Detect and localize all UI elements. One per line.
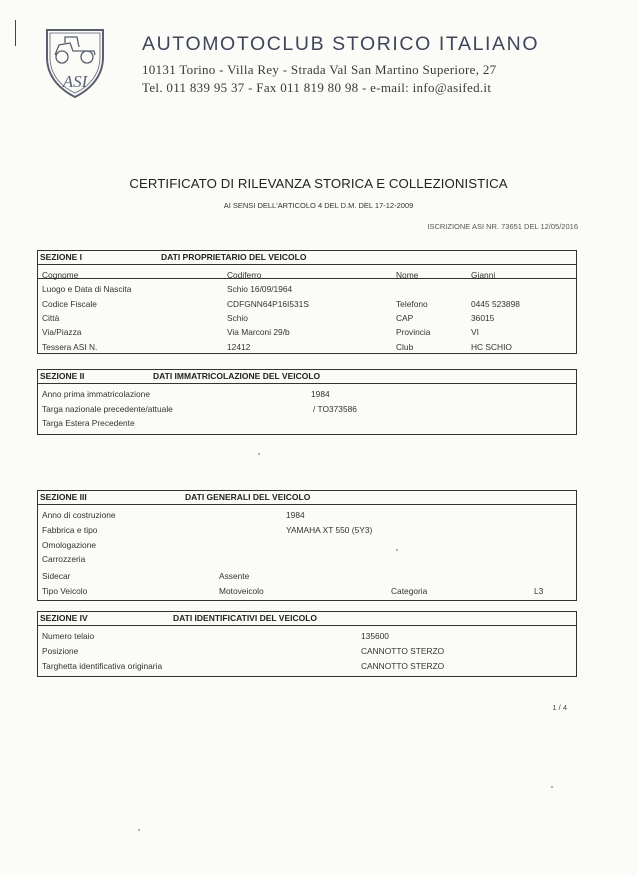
logo-text: ASI [62,72,88,91]
certificate-title: CERTIFICATO DI RILEVANZA STORICA E COLLEZIONISTICA [129,176,508,191]
section-registration [37,369,577,435]
field-label: Anno prima immatricolazione [42,389,150,399]
field-label: Posizione [42,646,79,656]
field-label: Codice Fiscale [42,299,97,309]
field-value: YAMAHA XT 550 (5Y3) [286,525,373,535]
page-number: 1 / 4 [552,703,567,712]
asi-shield-logo [43,27,107,99]
section-header [38,251,576,265]
section-header [38,491,576,505]
field-value: Codiferro [227,270,262,280]
scan-edge-mark [14,20,17,46]
field-value: VI [471,327,479,337]
field-value: 135600 [361,631,389,641]
section-code: SEZIONE I [40,252,83,262]
scan-speck [396,549,398,551]
field-label: Omologazione [42,540,97,550]
registration-number: ISCRIZIONE ASI NR. 73651 DEL 12/05/2016 [427,222,578,231]
section-title: DATI PROPRIETARIO DEL VEICOLO [161,252,307,262]
field-label: Numero telaio [42,631,95,641]
organization-address: 10131 Torino - Villa Rey - Strada Val San Martino Superiore, 27 [142,62,497,77]
field-value: CDFGNN64P16I531S [227,299,309,309]
scan-speck [258,453,260,455]
field-value: 1984 [286,510,305,520]
section-divider [38,278,576,279]
section-general-data [37,490,577,601]
field-label: Tessera ASI N. [42,342,98,352]
field-value: 12412 [227,342,251,352]
field-value: HC SCHIO [471,342,512,352]
field-label: Club [396,342,414,352]
field-label: Sidecar [42,571,71,581]
field-label: Categoria [391,586,428,596]
field-label: Provincia [396,327,431,337]
field-label: Nome [396,270,419,280]
field-label: Cognome [42,270,79,280]
section-identification [37,611,577,677]
field-label: Anno di costruzione [42,510,116,520]
field-label: Carrozzeria [42,554,86,564]
section-title: DATI IMMATRICOLAZIONE DEL VEICOLO [153,371,321,381]
scan-speck [551,786,553,788]
field-label: Targa nazionale precedente/attuale [42,404,173,414]
field-value: CANNOTTO STERZO [361,661,445,671]
organization-contacts: Tel. 011 839 95 37 - Fax 011 819 80 98 - e-mail: info@asifed.it [142,80,492,95]
field-value: Schio [227,313,248,323]
legal-reference: AI SENSI DELL'ARTICOLO 4 DEL D.M. DEL 17-12-2009 [223,201,414,210]
section-code: SEZIONE IV [40,613,88,623]
section-owner [37,250,577,354]
field-value: 0445 523898 [471,299,520,309]
vintage-car-icon [55,37,95,63]
section-header [38,370,576,384]
field-value: 1984 [311,389,330,399]
field-label: Telefono [396,299,428,309]
section-title: DATI IDENTIFICATIVI DEL VEICOLO [173,613,318,623]
organization-name: AUTOMOTOCLUB STORICO ITALIANO [142,33,540,55]
field-value: L3 [534,586,544,596]
field-label: Via/Piazza [42,327,82,337]
field-value: Schio 16/09/1964 [227,284,293,294]
section-header [38,612,576,626]
field-label: Targhetta identificativa originaria [42,661,163,671]
field-label: Fabbrica e tipo [42,525,98,535]
section-code: SEZIONE II [40,371,85,381]
field-label: Città [42,313,60,323]
field-value: Via Marconi 29/b [227,327,290,337]
field-value: Assente [219,571,250,581]
field-label: Tipo Veicolo [42,586,88,596]
scan-speck [138,829,140,831]
field-label: Targa Estera Precedente [42,418,135,428]
field-label: Luogo e Data di Nascita [42,284,132,294]
field-label: CAP [396,313,414,323]
section-title: DATI GENERALI DEL VEICOLO [185,492,311,502]
field-value: Gianni [471,270,496,280]
section-code: SEZIONE III [40,492,87,502]
field-value: Motoveicolo [219,586,264,596]
field-value: / TO373586 [313,404,357,414]
field-value: CANNOTTO STERZO [361,646,445,656]
field-value: 36015 [471,313,495,323]
